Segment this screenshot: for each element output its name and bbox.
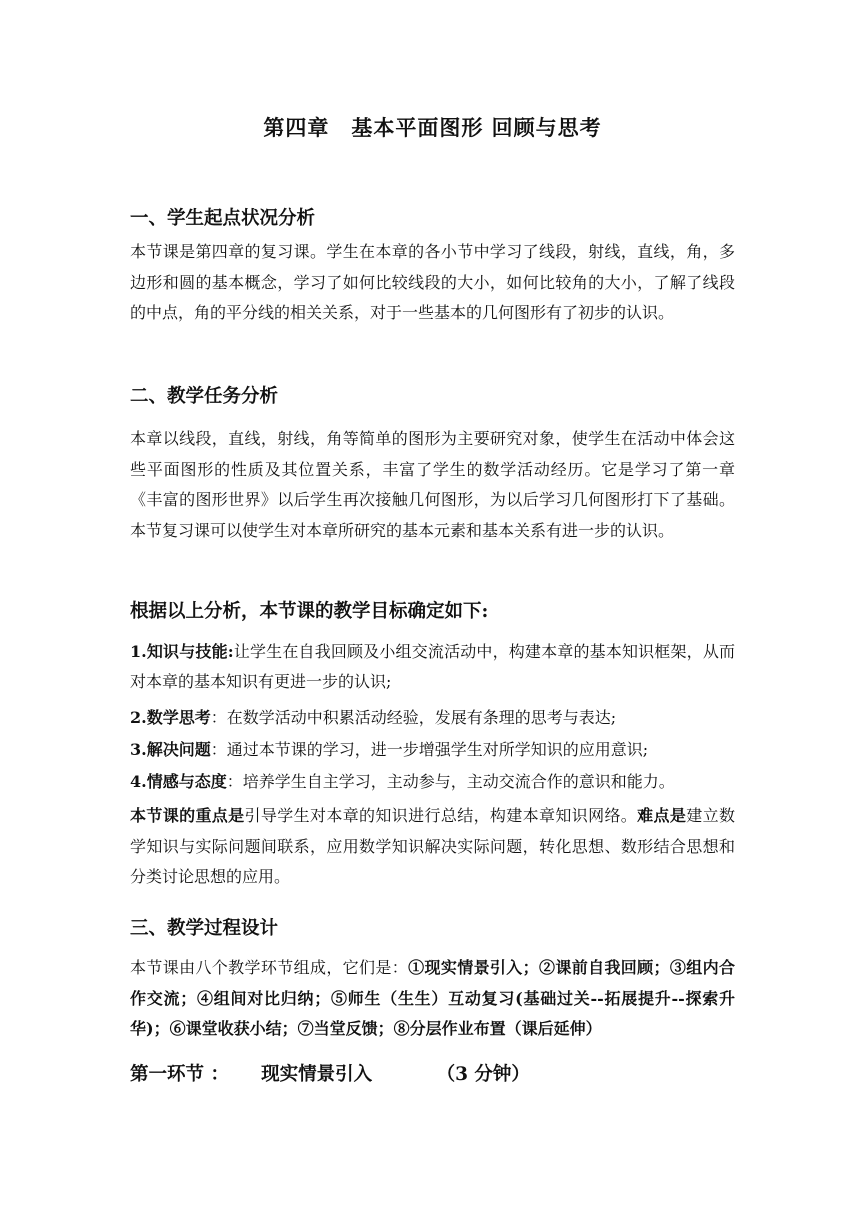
difficult-point-text: 建立数学知识与实际问题间联系，应用数学知识解决实际问题，转化思想、数形结合思想和分类讨论思想的应用。 — [130, 806, 735, 886]
section-heading-process-design: 三、教学过程设计 — [130, 918, 279, 939]
section-body-process-design — [130, 953, 735, 1045]
goal-text: ：在数学活动中积累活动经验，发展有条理的思考与表达; — [210, 708, 617, 727]
goal-label: 2.数学思考 — [130, 708, 211, 727]
goal-item — [130, 703, 735, 733]
document-title: 第四章 基本平面图形 回顾与思考 — [263, 115, 602, 140]
goal-item — [130, 637, 735, 697]
goal-item — [130, 735, 735, 765]
goal-text: ：通过本节课的学习，进一步增强学生对所学知识的应用意识; — [210, 740, 649, 759]
section-body-student-analysis: 本节课是第四章的复习课。学生在本章的各小节中学习了线段，射线，直线，角，多边形和圆的基本概念，学习了如何比较线段的大小，如何比较角的大小，了解了线段的中点，角的平分线的相关关系，对于一些基本的几何图形有了初步的认识。 — [130, 242, 735, 322]
step-one-duration: （3 分钟） — [436, 1064, 530, 1085]
key-point-label: 本节课的重点是 — [130, 806, 245, 825]
goal-text: ：培养学生自主学习，主动参与，主动交流合作的意识和能力。 — [226, 772, 675, 791]
step-one-heading — [130, 1060, 530, 1086]
section-body-task-analysis: 本章以线段，直线，射线，角等简单的图形为主要研究对象，使学生在活动中体会这些平面图形的性质及其位置关系，丰富了学生的数学活动经历。它是学习了第一章《丰富的图形世界》以后学生再次接触几何图形，为以后学习几何图形打下了基础。本节复习课可以使学生对本章所研究的基本元素和基本关系有进一步的认识。 — [130, 429, 735, 540]
key-difficult-points — [130, 801, 735, 893]
goal-label: 1.知识与技能: — [130, 642, 234, 661]
step-one-name: 现实情景引入 — [261, 1064, 373, 1085]
difficult-point-label: 难点是 — [637, 806, 687, 825]
section-heading-student-analysis: 一、学生起点状况分析 — [130, 208, 316, 229]
goal-label: 4.情感与态度 — [130, 772, 227, 791]
goal-label: 3.解决问题 — [130, 740, 211, 759]
step-one-label: 第一环节 ： — [130, 1064, 229, 1085]
process-steps: ①现实情景引入；②课前自我回顾；③组内合作交流；④组间对比归纳；⑤师生（生生）互动复习(基础过关--拓展提升--探索升华)；⑥课堂收获小结；⑦当堂反馈；⑧分层作业布置（课后延伸） — [130, 958, 735, 1038]
goal-item — [130, 767, 735, 797]
goals-heading: 根据以上分析，本节课的教学目标确定如下: — [130, 601, 489, 622]
goal-text: 让学生在自我回顾及小组交流活动中，构建本章的基本知识框架，从而对本章的基本知识有更进一步的认识; — [130, 642, 735, 691]
section-heading-task-analysis: 二、教学任务分析 — [130, 386, 279, 407]
process-intro: 本节课由八个教学环节组成，它们是： — [130, 958, 409, 977]
key-point-text: 引导学生对本章的知识进行总结，构建本章知识网络。 — [244, 806, 638, 825]
